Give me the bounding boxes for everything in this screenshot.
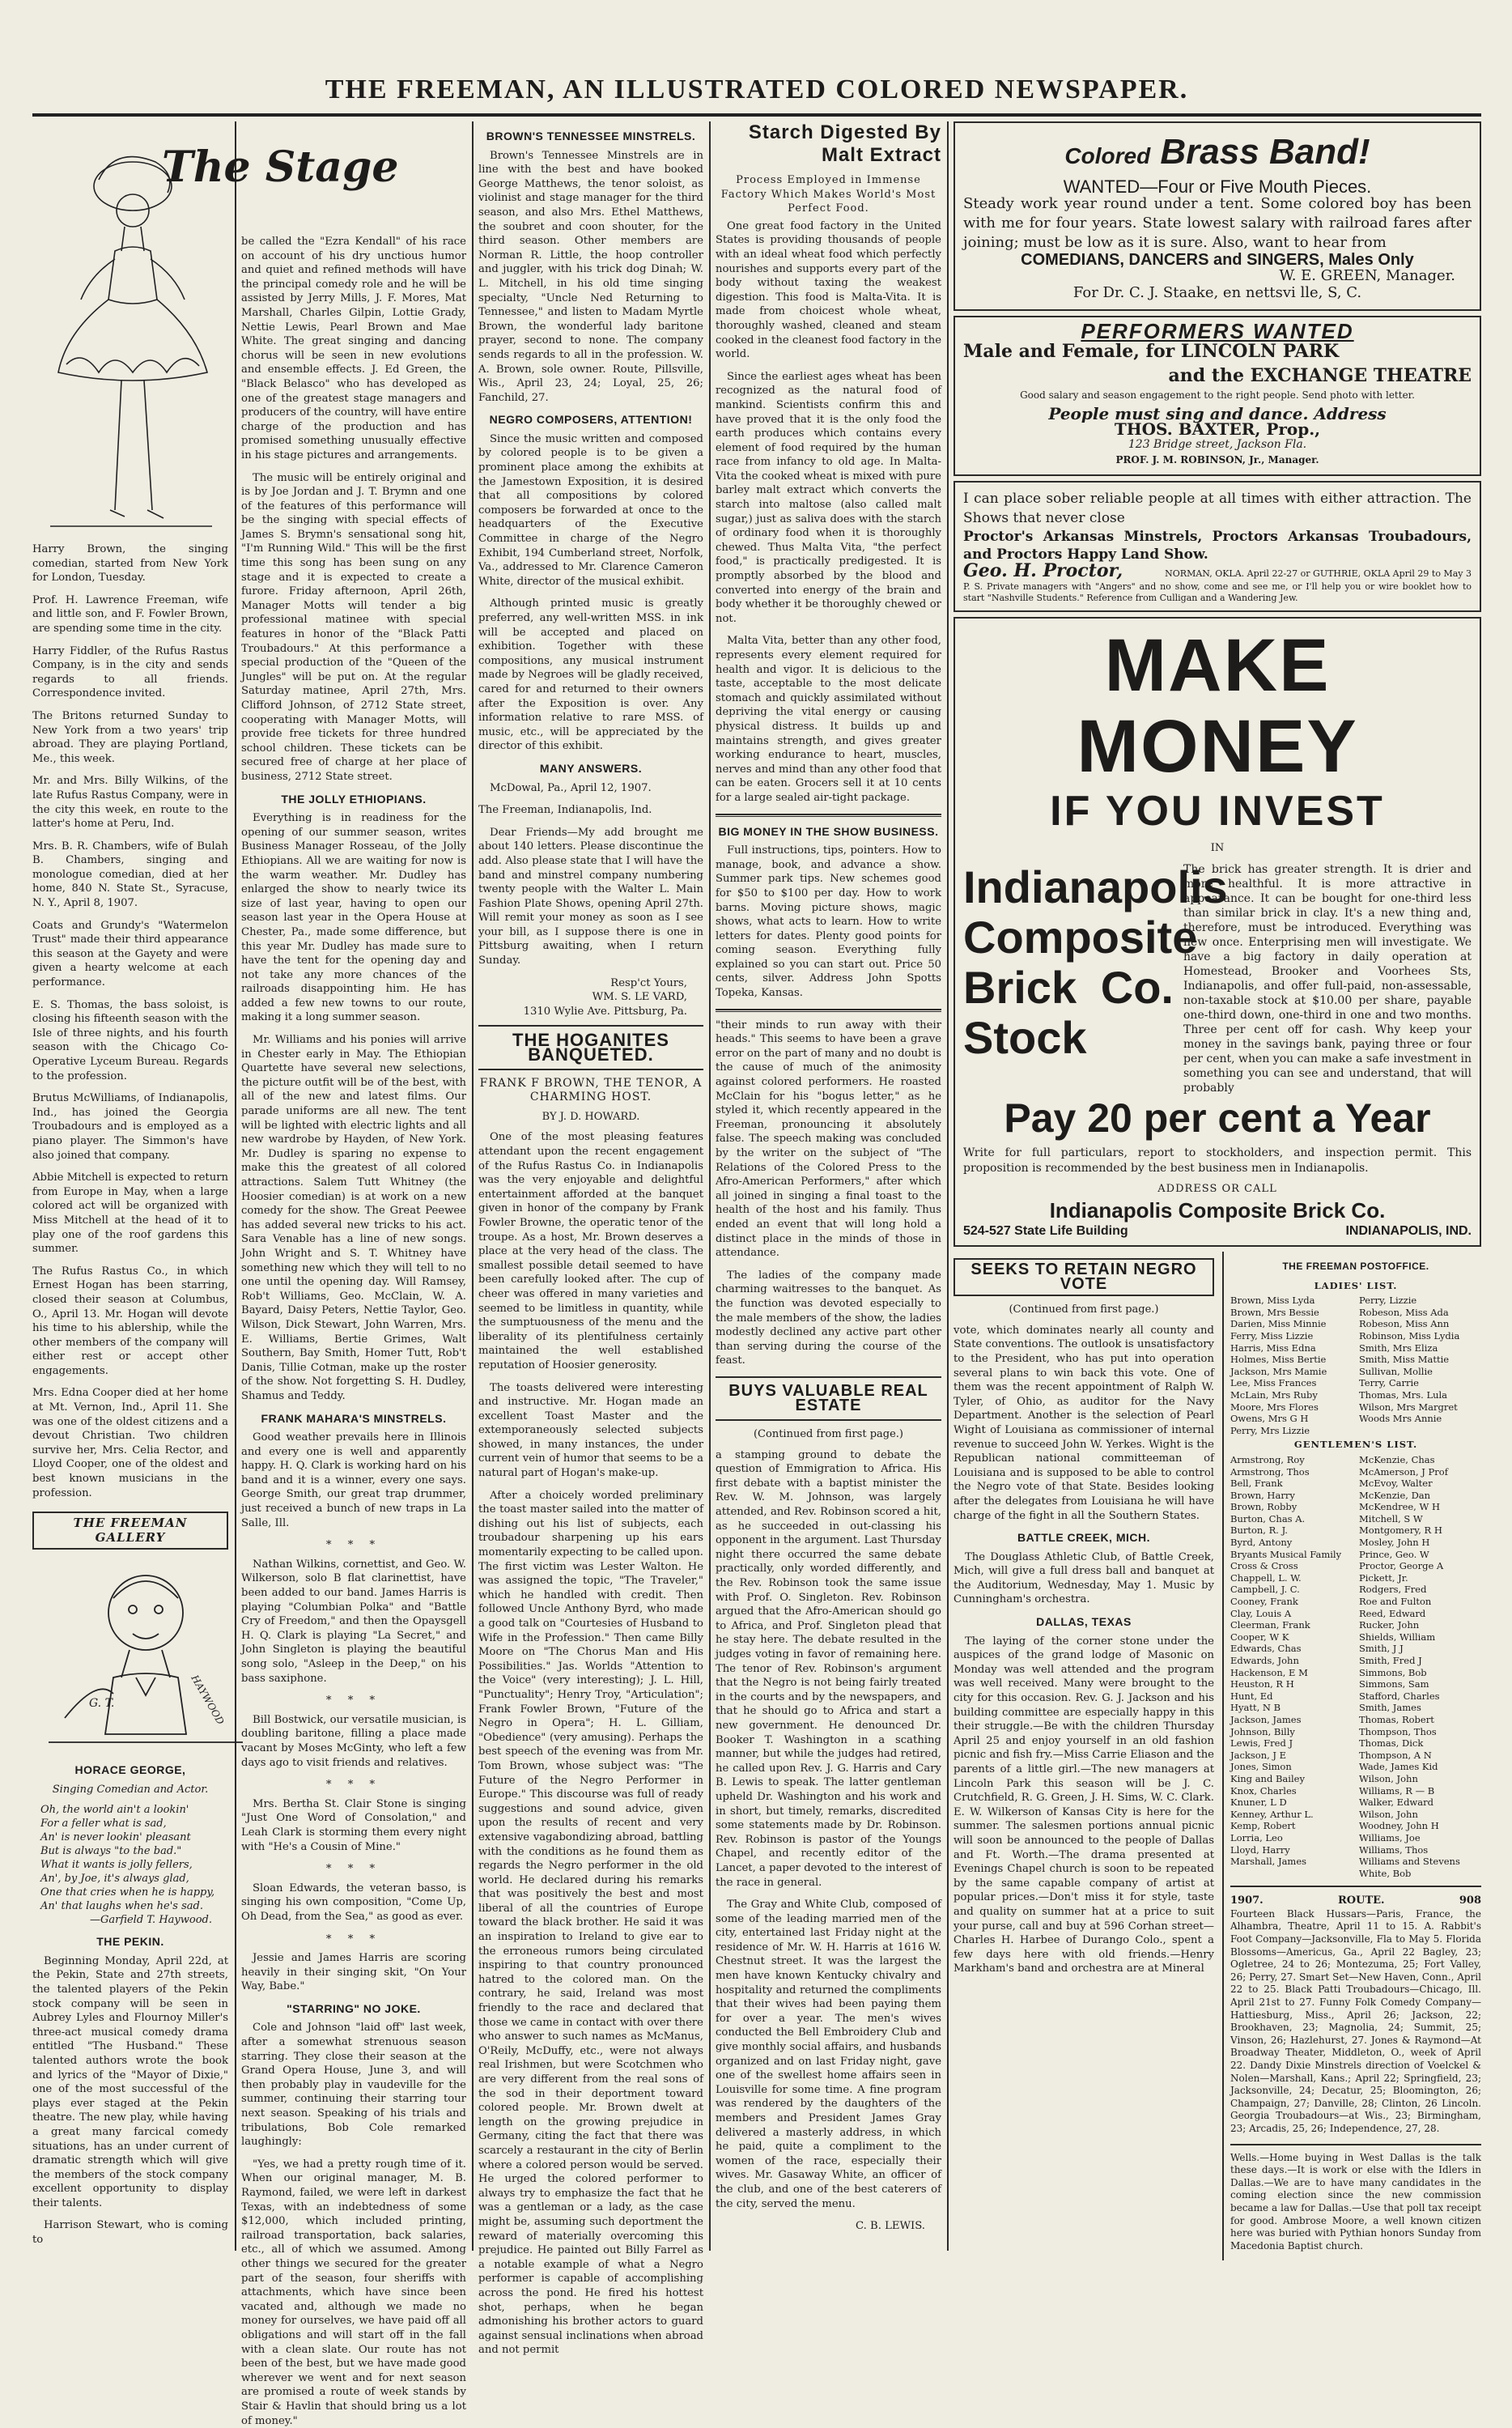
postoffice-name: Simmons, Sam: [1359, 1678, 1429, 1690]
postoffice-name: Cooney, Frank: [1230, 1596, 1298, 1608]
jolly-ethiopians-heading: THE JOLLY ETHIOPIANS.: [281, 792, 427, 806]
brick-stock-name: Indianapolis Composite Brick Co. Stock: [963, 861, 1228, 1063]
negro-composers-article: Since the music written and composed by colored people is to be given a prominent place among the exhibits at the Jamestown Exposition, it is desired that all compositions by colored composers be forwarded at once to the headquarters of the Executive Committee in charge of the Negro Exhibit, 194 Cumberland street, Norfolk, Va., addressed to Mr. Clarence Cameron White, director of the musical exhibit.: [478, 432, 703, 588]
hoganites-subheading: FRANK F BROWN, THE TENOR, A CHARMING HOST.: [479, 1076, 703, 1104]
stage-item: Mrs. B. R. Chambers, wife of Bulah B. Chambers, singing and monologue comedian, died at her home, 840 N. State St., Syracuse, N. Y., April 8, 1907.: [32, 840, 228, 910]
many-answers-heading: MANY ANSWERS.: [539, 761, 643, 775]
poem-line: An' is never lookin' pleasant: [40, 1831, 191, 1844]
postoffice-name: Smith, J J: [1359, 1643, 1404, 1655]
postoffice-name: Knox, Charles: [1230, 1784, 1297, 1797]
postoffice-name: Campbell, J. C.: [1230, 1584, 1300, 1596]
postoffice-name: Cross & Cross: [1230, 1560, 1298, 1572]
column-rule: [235, 121, 236, 2251]
stage-item: Coats and Grundy's "Watermelon Trust" made their third appearance this season at the Gayety and were given a hearty welcome at each performance.: [32, 919, 228, 989]
brass-band-title: [963, 130, 1472, 179]
battle-creek-article: The Douglass Athletic Club, of Battle Creek, Mich, will give a full dress ball and banquet at the Auditorium, Wednesday, May 1. Music by Cunningham's orchestra.: [953, 1550, 1214, 1606]
postoffice-name: Wilson, John: [1359, 1772, 1418, 1784]
postoffice-name: Robeson, Miss Ann: [1359, 1318, 1450, 1330]
postoffice-name: Stafford, Charles: [1359, 1690, 1440, 1702]
postoffice-name: White, Bob: [1359, 1867, 1412, 1879]
postoffice-name: Rucker, John: [1359, 1619, 1420, 1631]
hoganites-byline: BY J. D. HOWARD.: [542, 1110, 640, 1123]
postoffice-name: Brown, Miss Lyda: [1230, 1295, 1315, 1307]
divider: [1230, 2144, 1481, 2145]
postoffice-name: Thomas, Robert: [1359, 1713, 1434, 1725]
dallas-article: The laying of the corner stone under the auspices of the grand lodge of Masonic on Monday was well attended and the program was well received. Many were brought to the city for this occasion. Rev. G. J. Jackson and his building committee are especially happy in this their struggle.—Be with the children Thursday April 25 and enjoy yourself in an old fashion picnic and fish fry.—Miss Carrie Eliason and the parents of a little girl.—The new managers at Lincoln Park this season will be J. C. Crutchfield, R. G. Green, J. H. Sims, W. C. Clark. E. W. Wilkerson of Kansas City is here for the summer. The salesmen portions annual picnic will soon be announced to the people of Dallas and Ft. Worth.—The drama presented at Evenings Chapel church is soon to be repeated by the same capable company of artist at popular prices.—Don't miss it for style, taste and quality on summer hat at a price to suit your purse, call and buy at 596 Corhan street—Charles H. Harbee of Durango Colo., spent a few days here with old friends.—Henry Markham's band and orchestra are at Mineral: [953, 1635, 1214, 1975]
portrait-name: HORACE GEORGE,: [74, 1763, 186, 1776]
column-3: [478, 121, 703, 2357]
postoffice-name: Bell, Frank: [1230, 1478, 1283, 1490]
divider: [716, 1376, 941, 1378]
starch-article: One great food factory in the United States is providing thousands of people with an ideal wheat food which perfectly nourishes and supports every part of the body without taxing the weakest digestion. This food is Malta-Vita. It is made from choicest whole wheat, thoroughly washed, cleaned and steam cooked in the cleanest food factory in the world.: [716, 219, 941, 361]
postoffice-name: Simmons, Bob: [1359, 1666, 1427, 1678]
postoffice-name: Ferry, Miss Lizzie: [1230, 1329, 1314, 1342]
gents-list-left: [1230, 1454, 1353, 1879]
news-subcolumn-left: [953, 1252, 1214, 2260]
mahara-article: Good weather prevails here in Illinois and every one is well and apparently happy. H. Q. Clark is working hard on his band and it is a winner, every one says. George Smith, our great trap drummer, just received a bunch of new traps in La Salle, Ill.: [241, 1431, 466, 1529]
hoganites-heading: THE HOGANITES BANQUETED.: [512, 1030, 669, 1065]
postoffice-name: Johnson, Billy: [1230, 1725, 1295, 1737]
column-2: [241, 235, 466, 2427]
stage-item: The Britons returned Sunday to New York from a two years' trip abroad. They are playing Portland, Me., this week.: [32, 709, 228, 765]
mahara-article: Nathan Wilkins, cornettist, and Geo. W. Wilkerson, solo B flat clarinettist, have been added to our band. James Harris is playing "Columbian Polka" and "Battle Cry of Freedom," and then the Opaysgell H. Q. Clark is playing "La Secret," and John Singleton is playing the beautiful song solo, "Asleep in the Deep," on his bass saxiphone.: [241, 1558, 466, 1685]
negro-vote-heading: SEEKS TO RETAIN NEGRO VOTE: [953, 1258, 1214, 1296]
performers-wanted-title: PERFORMERS WANTED: [1081, 319, 1354, 343]
gents-list-heading: GENTLEMEN'S LIST.: [1293, 1439, 1418, 1451]
brass-band-signature: W. E. GREEN, Manager.: [1279, 267, 1455, 284]
separator-stars: * * *: [325, 1779, 382, 1792]
brick-stock-text: The brick has greater strength. It is drier and more healthful. It is more attractive in appearance. It can be bought for one-third less than similar brick in clay. It's a new thing and, therefore, must be introduced. Everything was new once. Enterprising men will investigate. We have a big factory in daily operation at Homestead, Brooker and Voorhees Sts, Indianapolis, and offer full-paid, non-assessable, non-taxable stock at $10.00 per share, payable one-third down, one-third in one and two months. Three per cent off for cash. Why keep your money in the savings bank, paying three or four per cent, when you can make a safe investment in something you can see and understand, that will probably: [1183, 863, 1472, 1095]
postoffice-name: Smith, James: [1359, 1702, 1421, 1714]
make-money-in: IN: [1210, 842, 1225, 854]
brass-band-for: For Dr. C. J. Staake, en nettsvi lle, S, C.: [1072, 284, 1362, 301]
real-estate-signature: C. B. LEWIS.: [856, 2220, 925, 2233]
poem-line: One that cries when he is happy,: [40, 1886, 215, 1899]
jolly-ethiopians-article: Mr. Williams and his ponies will arrive in Chester early in May. The Ethiopian Quartette have several new selections, the picture outfit will be of the best, with all of the new and latest films. Our parade uniforms are all new. The tent will be lighted with electric lights and all new wardrobe by Hayden, of New York. Mr. Dudley is sparing no expense to make this the greatest of all colored attractions. Salem Tutt Whitney (the Hoosier comedian) is at work on a new comedy for the show. The Great Peewee has added several new tricks to his act. Sara Venable has a line of new songs. John Wright and S. T. Whitney have something new which they will tell to no one until the opening day. Will Ramsey, Rob't Williams, Geo. McClain, W. A. Bayard, Daisy Peters, Nettie Taylor, Geo. Wilson, Dick Stewart, John Warren, Mrs. E. Williams, Bertie Grimes, Walt Southern, Bay Smith, Homer Tutt, Rob't Danis, Tillie Cotman, make up the roster of the show. Not forgetting S. H. Dudley, Shamus and Teddy.: [241, 1034, 466, 1402]
pekin-heading: THE PEKIN.: [96, 1935, 164, 1949]
postoffice-name: Jones, Simon: [1230, 1761, 1292, 1773]
hoganites-article: After a choicely worded preliminary the toast master sailed into the matter of dishing out his list of subjects, each troubadour sharpening up his ears momentarily expecting to be called upon. The first victim was Lester Walton. He was assigned the topic, "The Traveler," which he handled with credit. Then followed Uncle Anthony Byrd, who made a good talk on "Courtesies of Husband to Wife in the Profession." Then came Billy Moore on "The Chorus Man and His Possibilities." Jas. Worlds "Attention to the Voice" (very interesting); J. L. Hill, "Punctuality"; Henry Troy, "Articulation"; Frank Fowler Brown, "Future of the Negro in Opera"; H. L. Gilliam, "Obedience" (very amusing). Perhaps the best speech of the evening was from Mr. Tom Brown, whose subject was: "The Future of the Negro Performer in Europe." This discourse was full of ready suggestions and sound advice, given upon the results of recent and very extensive vagabondizing abroad, battling with the conditions as he found them as regards the Negro performer in the old world. He declared during his remarks that was positively the best and most liberal of all the countries of Europe toward the black brother. He said it was an inspiration to Ireland to give ear to the erroneous rumors being circulated inspiring to that country pronounced hatred to the colored man. On the contrary, he said, Ireland was most friendly to the race and declared that those we came in contact with over there who answer to such names as McManus, O'Reily, McDuffy, etc., were not always real Irishmen, but were Scotchmen who are very different from the real sons of the sod in their deportment toward colored people. Mr. Brown dwelt at length on the growing prejudice in Germany, citing the fact that there was scarcely a restaurant in the city of Berlin where a colored person would be served. He urged the colored performer to always try to emphasize the fact that he was a gentleman or a lady, as the case might be, assuming such deportment the reward of materially overcoming this prejudice. He painted out Billy Farrel as a notable example of what a Negro performer is capable of accomplishing across the pond. He fired his hottest shot, perhaps, when he began admonishing his brother actors to guard against sensual inclinations when abroad and not permit: [478, 1489, 703, 2357]
browns-article: Brown's Tennessee Minstrels are in line with the best and have booked George Matthews, the tenor soloist, as violinist and stage manager for the third season, and also Mrs. Ethel Matthews, the soubret and coon shouter, for the third season. Other members are Norman R. Little, the hoop controller and juggler, with his trick dog Dinah; W. L. Mitchell, in his old time singing specialty, "Uncle Ned Returning to Tennessee," and listen to Madam Myrtle Brown, the wonderful lady baritone prayer, second to none. The company sends regards to all in the profession. W. A. Brown, sole owner. Route, Pillsville, Wis., April 23, 24; Loyal, 25, 26; Fanchild, 27.: [478, 149, 703, 404]
column-rule: [709, 121, 711, 2251]
real-estate-article: a stamping ground to debate the question of Emmigration to Africa. His first debate with a baptist minister the Rev. W. M. Johnson, was largely attended, and Rev. Robinson scored a hit, as he succeeded in out-classing his opponent in the argument. Last Thursday night there occurred the same debate practically, only worded differently, and the Rev. Robinson took the same issue with Prof. O. Singleton. Rev. Robinson argued that the Afro-American should go to Africa, and Prof. Singleton plead that he stay here. The debate resulted in the judges voting in favor of remaining here. The tenor of Rev. Robinson's argument that the Negro is not being fairly treated in the courts and by the newspapers, and that he should go to Africa and start a new government. He denounced Dr. Booker T. Washington in a scathing manner, but while the judges had retired, he called upon Rev. J. G. Harris and Cary B. Lewis to speak. The latter gentleman upheld Dr. Washington and his work and in short, but timely, remarks, discredited some statements made by Dr. Robinson. Rev. Robinson is pastor of the Youngs Chapel, and recently editor of the Lancet, a paper devoted to the interest of the race in general.: [716, 1448, 941, 1889]
postoffice-name: Brown, Robby: [1230, 1501, 1298, 1513]
postoffice-name: Thompson, Thos: [1359, 1725, 1437, 1737]
postoffice-name: Knuner, L D: [1230, 1797, 1287, 1809]
masthead: THE FREEMAN, AN ILLUSTRATED COLORED NEWSPAPER.: [325, 74, 1189, 104]
postoffice-name: Kenney, Arthur L.: [1230, 1808, 1314, 1820]
route-number: 908: [1459, 1894, 1481, 1907]
postoffice-name: Harris, Miss Edna: [1230, 1342, 1316, 1354]
starring-article: "Yes, we had a pretty rough time of it. When our original manager, M. B. Raymond, failed, we were left in darkest Texas, with an indebtedness of some $12,000, which included printing, railroad transportation, back salaries, etc., all of which we assumed. Among other things we secured for the greater part of the season, four sheriffs with attachments, which have since been vacated and, although we made no money for ourselves, we have paid off all obligations and will start off in the fall with a clean slate. Our route has not been of the best, but we have made good wherever we went and for next season are promised a route of week stands by Stair & Havlin that should bring us a lot of money.": [241, 2158, 466, 2427]
postoffice-name: Proctor, George A: [1359, 1560, 1444, 1572]
postoffice-name: Thomas, Dick: [1359, 1737, 1424, 1750]
poem-line: For a feller what is sad,: [40, 1818, 167, 1831]
letter-close: Resp'ct Yours,: [610, 976, 687, 989]
brass-band-text: Steady work year round under a tent. Some colored boy has been with me for four years. State lowest salary with railroad fares after joining; must be low as it is sure. Also, want to hear from: [963, 195, 1472, 251]
mahara-minstrels-heading: FRANK MAHARA'S MINSTRELS.: [261, 1411, 447, 1425]
postoffice-name: Jackson, Mrs Mamie: [1230, 1365, 1327, 1377]
postoffice-name: Edwards, John: [1230, 1655, 1299, 1666]
postoffice-name: Owens, Mrs G H: [1230, 1413, 1309, 1425]
make-money-invest: IF YOU INVEST: [1050, 788, 1385, 835]
route-list: Fourteen Black Hussars—Paris, France, the Alhambra, Theatre, April 11 to 15. A. Rabbit's Foot Company—Jacksonville, Fla to May 5. Florida Blossoms—Americus, Ga., April 22 Bagley, 23; Ogletree, 24 to 26; Montezuma, 25; Fort Valley, 26; Perry, 27. Smart Set—New Haven, Conn., April 22 to 25. Black Patti Troubadours—Chicago, Ill. April 21st to 27. Funny Folk Comedy Company—Hattiesburg, Miss., April 26; Jackson, 22; Brookhaven, 23; Magnolia, 24; Summit, 25; Vinson, 26; Hazlehurst, 27. Jones & Raymond—At Broadway Theater, Middleton, O., week of April 22. Dandy Dixie Minstrels direction of Voelckel & Nolen—Marshall, Kans.; April 22; Springfield, 23; Jacksonville, 24; Decatur, 25; Bloomington, 26; Champaign, 27; Danville, 28; Clinton, 26 Lincoln. Georgia Troubadours—at Wis., 23; Birmingham, 23; Arcadis, 25, 26; Independence, 27, 28.: [1230, 1907, 1481, 2134]
stage-item: Harry Fiddler, of the Rufus Rastus Company, is in the city and sends regards to all friends. Correspondence invited.: [32, 644, 228, 700]
proctor-name: Geo. H. Proctor,: [963, 560, 1123, 581]
postoffice-name: Kemp, Robert: [1230, 1820, 1296, 1832]
postoffice-name: Moore, Mrs Flores: [1230, 1401, 1319, 1413]
divider: [716, 1419, 941, 1421]
gents-list-right: [1359, 1454, 1481, 1879]
proctor-shows: Proctor's Arkansas Minstrels, Proctors Arkansas Troubadours, and Proctors Happy Land Show.: [963, 529, 1472, 563]
postoffice-heading: THE FREEMAN POSTOFFICE.: [1282, 1261, 1429, 1272]
postoffice-name: Bryants Musical Family: [1230, 1548, 1342, 1560]
big-money-ad: Full instructions, tips, pointers. How to manage, book, and advance a show. Summer park tips. New schemes good for $50 to $100 per day. How to work barns. Moving picture shows, magic shows, what acts to learn. How to write letters for dates. Plenty good points for coming season. Everything fully explained so you can start out. Price 50 cents, silver. Address John Spotts Topeka, Kansas.: [716, 844, 941, 1000]
postoffice-name: Brown, Mrs Bessie: [1230, 1306, 1319, 1318]
postoffice-name: Mitchell, S W: [1359, 1512, 1423, 1524]
postoffice-name: Terry, Carrie: [1359, 1377, 1419, 1389]
letter-body: Dear Friends—My add brought me about 140 letters. Please discontinue the add. Also please state that I will have the band and minstrel company numbering twenty people with the Walter L. Main Fashion Plate Shows, opening April 27th. Will remit your money as soon as I see your bill, as I suppose there is one in Pittsburg awaiting, when I return Sunday.: [478, 826, 703, 967]
stage-item: Prof. H. Lawrence Freeman, wife and little son, and F. Fowler Brown, are spending some time in the city.: [32, 593, 228, 635]
performers-address: 123 Bridge street, Jackson Fla.: [1128, 438, 1307, 451]
postoffice-name: Thomas, Mrs. Lula: [1359, 1388, 1448, 1401]
poem-signature: —Garfield T. Haywood.: [89, 1914, 212, 1927]
postoffice-name: Burton, Chas A.: [1230, 1512, 1306, 1524]
ladies-list: [1230, 1295, 1481, 1436]
postoffice-name: Clay, Louis A: [1230, 1607, 1292, 1619]
postoffice-name: Robinson, Miss Lydia: [1359, 1329, 1460, 1342]
make-money-ad: [953, 617, 1481, 1247]
column-1: [32, 542, 228, 2251]
postoffice-name: Wade, James Kid: [1359, 1761, 1438, 1773]
postoffice-name: Armstrong, Roy: [1230, 1453, 1305, 1465]
pekin-article-tail: Harrison Stewart, who is coming to: [32, 2219, 228, 2247]
portrait-caricature: [32, 1556, 259, 1750]
proctor-text: I can place sober reliable people at all times with either attraction. The Shows that never close: [963, 491, 1472, 526]
postoffice-name: Lorria, Leo: [1230, 1831, 1283, 1843]
hoganites-article: One of the most pleasing features attendant upon the recent engagement of the Rufus Rastus Co. in Indianapolis was the very enjoyable and delightful entertainment afforded at the banquet given in honor of the company by Frank Fowler Browne, the operatic tenor of the troupe. As a host, Mr. Brown deserves a place at the very head of the class. The smallest possible detail seemed to have been carefully looked after. The cup of cheer was offered in many varieties and seemed to be limitless in quantity, while the sumptuousness of the menu and the liberality of its plentifulness certainly maintained the well established reputation of Hoosier generosity.: [478, 1131, 703, 1371]
postoffice-name: Williams and Stevens: [1359, 1856, 1460, 1868]
performers-must: People must sing and dance. Address: [1048, 404, 1387, 423]
postoffice-name: Sullivan, Mollie: [1359, 1365, 1433, 1377]
postoffice-name: Williams, Joe: [1359, 1831, 1421, 1843]
postoffice-name: Darien, Miss Minnie: [1230, 1318, 1327, 1330]
divider: [1230, 1886, 1481, 1887]
stage-title: The Stage: [162, 142, 399, 192]
postoffice-name: Mosley, John H: [1359, 1537, 1430, 1549]
proctor-postscript: P. S. Private managers with "Angers" and no show, come and see me, or I'll help you or wire booklet how to start "Nashville Students." Reference from Culligan and a Wandering Jew.: [963, 581, 1472, 603]
postoffice-name: Chappell, L. W.: [1230, 1571, 1302, 1584]
poem-line: An', by Joe, it's always glad,: [40, 1873, 189, 1886]
letter-recipient: The Freeman, Indianapolis, Ind.: [478, 804, 652, 817]
postoffice-name: Cleerman, Frank: [1230, 1619, 1310, 1631]
poem: [40, 1803, 228, 1927]
stage-item: Abbie Mitchell is expected to return from Europe in May, when a large colored act will be organized with Miss Mitchell at the head of it to play one of the roof gardens this summer.: [32, 1171, 228, 1256]
big-money-heading: BIG MONEY IN THE SHOW BUSINESS.: [718, 824, 939, 838]
divider: [716, 1009, 941, 1012]
postoffice-name: Lloyd, Harry: [1230, 1843, 1290, 1856]
separator-stars: * * *: [325, 1863, 382, 1876]
postoffice-name: McKendree, W H: [1359, 1501, 1440, 1513]
brick-pay-20: Pay 20 per cent a Year: [1004, 1095, 1431, 1141]
postoffice-name: Brown, Harry: [1230, 1489, 1295, 1501]
starch-article: Since the earliest ages wheat has been recognized as the natural food of mankind. Scientists confirm this and have proved that it is the only food the earth produces which contains every element of food required by the human race from infancy to old age. In Malta-Vita the cooked wheat is mixed with pure barley malt extract which converts the starch into maltose (also called malt sugar,) just as saliva does with the starch of ordinary food when it is thoroughly chewed. Thus Malta Vita, "the perfect food," is practically predigested. It is promptly absorbed by the blood and converted into energy of the brain and body whether it be thoroughly chewed or not.: [716, 370, 941, 625]
postoffice-name: Robeson, Miss Ada: [1359, 1306, 1449, 1318]
make-money-title: MAKE MONEY: [1077, 624, 1358, 788]
postoffice-name: Rodgers, Fred: [1359, 1584, 1427, 1596]
brick-address-right: INDIANAPOLIS, IND.: [1345, 1224, 1472, 1238]
stage-item: Brutus McWilliams, of Indianapolis, Ind., has joined the Georgia Troubadours and is employed as a piano player. The Simmon's have also joined that company.: [32, 1092, 228, 1162]
brass-band-title-main: Brass Band!: [1160, 132, 1370, 172]
mahara-article: Bill Bostwick, our versatile musician, is doubling baritone, filling a place made vacant by Moses McGinty, who left a few days ago to visit friends and relatives.: [241, 1713, 466, 1769]
brass-band-wanted: WANTED—Four or Five Mouth Pieces.: [1063, 176, 1372, 197]
brick-write: Write for full particulars, report to stockholders, and inspection permit. This proposition is recommended by the best business men in Indianapolis.: [963, 1146, 1472, 1175]
stage-item: The Rufus Rastus Co., in which Ernest Hogan has been starring, closed their season at Columbus, O., April 13. Mr. Hogan will devote his time to his ablership, while the other members of the company will either rest or accept other engagements.: [32, 1265, 228, 1377]
brick-address-or-call: ADDRESS OR CALL: [1157, 1183, 1277, 1195]
jolly-ethiopians-article: Everything is in readiness for the opening of our summer season, writes Business Manager Rosseau, of the Jolly Ethiopians. All we are waiting for now is the warm weather. Mr. Dudley has enlarged the show to nearly twice its size of last year, having to open our season last year in the Opera House at Chester, Pa., made some difference, but this year Mr. Dudley has made sure to have the tent for the opening day and not take any more chances of the railroads disappointing him. He has added a few new towns to our route, making it a long summer season.: [241, 812, 466, 1024]
ladies-list-right: [1359, 1295, 1481, 1436]
postoffice-name: Walker, Edward: [1359, 1797, 1433, 1809]
starch-heading: Starch Digested By Malt Extract: [748, 121, 941, 166]
separator-stars: * * *: [325, 1933, 382, 1945]
divider: [478, 1025, 703, 1027]
mahara-article: Sloan Edwards, the veteran basso, is singing his own composition, "Come Up, Oh Dead, from the Sea," as good as ever.: [241, 1882, 466, 1923]
postoffice-name: Perry, Mrs Lizzie: [1230, 1424, 1310, 1436]
brass-band-title-prefix: Colored: [1064, 143, 1151, 168]
brick-company: Indianapolis Composite Brick Co.: [1049, 1198, 1386, 1223]
postoffice-name: Hunt, Ed: [1230, 1690, 1273, 1702]
postoffice-name: Thompson, A N: [1359, 1749, 1432, 1761]
postoffice-name: Smith, Fred J: [1359, 1655, 1422, 1666]
brass-band-strong: COMEDIANS, DANCERS and SINGERS, Males Only: [1021, 251, 1414, 269]
poem-line: But is always "to the bad.": [40, 1845, 182, 1858]
postoffice-name: Woods Mrs Annie: [1359, 1413, 1442, 1425]
pekin-article: Beginning Monday, April 22d, at the Pekin, State and 27th streets, the talented players of the Pekin stock company will be seen in Aubrey Lyles and Flournoy Miller's three-act musical comedy drama entitled "The Husband." These talented authors wrote the book and lyrics of the "Mayor of Dixie," one of the most successful of the plays ever staged at the Pekin theatre. The new play, while having a great many farcical comedy situations, has an under current of dramatic strength which will give the members of the stock company excellent opportunity to display their talents.: [32, 1954, 228, 2209]
stage-item: Mrs. Edna Cooper died at her home at Mt. Vernon, Ind., April 11. She was one of the oldest citizens and a devout Christian. Two children survive her, Mrs. Celia Rector, and Lloyd Cooper, one of the oldest and best known musicians in the profession.: [32, 1387, 228, 1499]
real-estate-article: The Gray and White Club, composed of some of the leading married men of the city, entertained last Friday night at the residence of Mr. W. H. Harris at 1616 W. Chestnut street. It was the largest the men have known Kentucky chivalry and hospitality and returned the compliments that their wives had been paying them for over a year. The men's wives conducted the Bell Embroidery Club and give monthly social affairs, and husbands organized and on last Friday night, gave one of the swellest home affairs seen in Louisville for some time. A fine program was rendered by the daughters of the members and President James Gray delivered a masterly address, in which he paid, quite a compliment to the women of the race, especially their wives. Mr. Gasaway White, an officer of the club, and one of the best caterers of the city, served the menu.: [716, 1899, 941, 2210]
postoffice-name: Edwards, Chas: [1230, 1643, 1302, 1655]
separator-stars: * * *: [325, 1694, 382, 1707]
postoffice-name: Holmes, Miss Bertie: [1230, 1354, 1327, 1366]
postoffice-name: McLain, Mrs Ruby: [1230, 1388, 1318, 1401]
postoffice-name: Burton, R. J.: [1230, 1524, 1288, 1537]
starring-heading: "STARRING" NO JOKE.: [287, 2001, 421, 2015]
postoffice-name: Roe and Fulton: [1359, 1596, 1432, 1608]
postoffice-name: King and Bailey: [1230, 1772, 1305, 1784]
brass-band-ad: [953, 121, 1481, 311]
performers-line: Male and Female, for LINCOLN PARK: [963, 341, 1340, 362]
route-year: 1907.: [1230, 1894, 1264, 1907]
poem-line: Oh, the world ain't a lookin': [40, 1804, 189, 1817]
news-subcolumn-right: [1222, 1252, 1481, 2260]
column-5: [953, 121, 1481, 2251]
postoffice-name: Wilson, Mrs Margret: [1359, 1401, 1458, 1413]
postoffice-name: Smith, Mrs Eliza: [1359, 1342, 1438, 1354]
postoffice-name: McEvoy, Walter: [1359, 1478, 1433, 1490]
column-rule: [472, 121, 474, 2251]
postoffice-name: Armstrong, Thos: [1230, 1465, 1310, 1478]
mahara-article: Mrs. Bertha St. Clair Stone is singing "Just One Word of Consolation," and Leah Clark is storming them every night with "He's a Cousin of Mine.": [241, 1797, 466, 1853]
postoffice-name: Williams, R — B: [1359, 1784, 1435, 1797]
battle-creek-heading: BATTLE CREEK, MICH.: [1017, 1531, 1150, 1545]
postoffice-name: Jackson, James: [1230, 1713, 1302, 1725]
postoffice-name: Byrd, Antony: [1230, 1537, 1293, 1549]
stage-item: Harry Brown, the singing comedian, started from New York for London, Tuesday.: [32, 543, 228, 585]
performers-line: and the EXCHANGE THEATRE: [1168, 365, 1472, 386]
negro-composers-article: Although printed music is greatly preferred, any well-written MSS. in ink will be accepted and placed on exhibition. Together with these compositions, any musical instrument made by Negroes will be gladly received, cared for and returned to their owners after the Exposition is over. Any information relative to rare MSS. of music, etc., will be appreciated by the director of this exhibit.: [478, 597, 703, 753]
postoffice-name: Lee, Miss Frances: [1230, 1377, 1317, 1389]
postoffice-name: Reed, Edward: [1359, 1607, 1426, 1619]
article-continuation: be called the "Ezra Kendall" of his race on account of his dry unctious humor and quiet and refined methods will have the principal comedy role and he will be assisted by Jerry Mills, J. F. Mores, Mat Marshall, Charles Gilpin, Lottie Grady, Nettie Lewis, Pearl Brown and Mae White. The great singing and dancing chorus will be seen in new evolutions and ensemble effects. J. Ed Green, the "Black Belasco" who has developed as one of the greatest stage managers and producers of the country, will have entire charge of the production and has promised something unusually effective in his stage pictures and arrangements.: [241, 236, 466, 461]
letter-dateline: McDowal, Pa., April 12, 1907.: [490, 781, 652, 794]
portrait-description: Singing Comedian and Actor.: [52, 1783, 209, 1796]
masthead-rule: [32, 113, 1481, 117]
real-estate-continued: (Continued from first page.): [753, 1428, 903, 1441]
postoffice-name: McKenzie, Chas: [1359, 1453, 1435, 1465]
stage-item: E. S. Thomas, the bass soloist, is closing his fifteenth season with the Isle of three nights, and his fourth season with the Chicago Co-Operative Lyceum Bureau. Regards to the profession.: [32, 998, 228, 1082]
postoffice-name: Smith, Miss Mattie: [1359, 1354, 1450, 1366]
starch-article: Malta Vita, better than any other food, represents every element required for health and vigor. It is delicious to the taste, acceptable to the most delicate stomach and quickly assimilated without depriving the vital energy or causing physical distress. It builds up and maintains strength, and gives greater working endurance to heart, muscles, nerves and mind than any other food that can be eaten. Grocers sell it at 10 cents for a large sealed air-tight package.: [716, 635, 941, 804]
letter-address: 1310 Wylie Ave. Pittsburg, Pa.: [523, 1005, 687, 1018]
poem-line: An' that laughs when he's sad.: [40, 1900, 203, 1913]
postoffice-name: Perry, Lizzie: [1359, 1295, 1417, 1307]
gents-list: [1230, 1454, 1481, 1879]
negro-vote-continued: (Continued from first page.): [1009, 1303, 1159, 1316]
postoffice-name: Lewis, Fred J: [1230, 1737, 1293, 1750]
starring-article: Cole and Johnson "laid off" last week, after a somewhat strenuous season starring. They close their season at the Grand Opera House, June 3, and will then probably play in vaudeville for the summer, continuing their starring tour next season. Speaking of his trials and tribulations, Bob Cole remarked laughingly:: [241, 2022, 466, 2149]
hoganites-article: The toasts delivered were interesting and instructive. Mr. Hogan made an excellent Toast Master and the extemporaneously selected subjects showed, in many instances, the under current vein of humor that seems to be a natural part of Hogan's make-up.: [478, 1381, 703, 1480]
column-4: [716, 121, 941, 2251]
stage-item: Mr. and Mrs. Billy Wilkins, of the late Rufus Rastus Company, were in the city this week, en route to the latter's home at Peru, Ind.: [32, 775, 228, 831]
divider: [478, 1069, 703, 1070]
negro-composers-heading: NEGRO COMPOSERS, ATTENTION!: [489, 413, 693, 427]
postoffice-name: Shields, William: [1359, 1631, 1436, 1643]
column-rule: [947, 121, 949, 2251]
brick-address-left: 524-527 State Life Building: [963, 1224, 1128, 1238]
real-estate-heading: BUYS VALUABLE REAL ESTATE: [728, 1381, 928, 1414]
starch-subheading: Process Employed in Immense Factory Which Makes World's Most Perfect Food.: [720, 174, 937, 215]
hoganites-continuation: "their minds to run away with their heads." This seems to have been a grave error on the part of many and no doubt is the cause of much of the animosity against colored performers. He roasted McClain for his "bogus letter," as he styled it, which recently appeared in the Freeman, pronouncing it absolutely false. The speech making was concluded by the writer on the subject of "The Relations of the Colored Press to the Afro-American Performers," after which all joined in singing a final toast to the health of the host and his family. Thus ended an event that will long hold a distinct place in the minds of those in attendance.: [716, 1018, 941, 1260]
postoffice-name: Prince, Geo. W: [1359, 1548, 1429, 1560]
performers-manager: PROF. J. M. ROBINSON, Jr., Manager.: [1115, 454, 1319, 466]
hoganites-continuation: The ladies of the company made charming waitresses to the banquet. As the function was devoted especially to the male members of the show, the ladies modestly declined any active part other than serving during the course of the feast.: [716, 1269, 941, 1367]
caricature-initials: G. T.: [89, 1697, 115, 1711]
negro-vote-article: vote, which dominates nearly all county and State conventions. The outlook is unsatisfactory to the President, who has put into operation several plans to win back this vote. One of them was the recent appointment of Ralph W. Tyler, of Ohio, as auditor for the Navy Department. Another is the selection of Pearl Wight of Louisiana as commissioner of internal revenue to succeed John W. Yerkes. Wight is the Republican national committeeman of Louisiana and is supposed to be able to control the Negro vote of that State. Besides looking after the delegates from Louisiana he will have charge of the fight in all the Southern States.: [953, 1324, 1214, 1522]
dallas-continuation: Wells.—Home buying in West Dallas is the talk these days.—It is work or else with the Idlers in Dallas.—We are to have many candidates in the coming election since the new commission became a law for Dallas.—Use that poll tax receipt for good. Ambrose Moore, a well known citizen here was buried with Pythian honors Sunday from Macedonia Baptist church.: [1230, 2151, 1481, 2252]
postoffice-name: Montgomery, R H: [1359, 1524, 1442, 1537]
postoffice-name: Heuston, R H: [1230, 1678, 1294, 1690]
ladies-list-left: [1230, 1295, 1353, 1436]
postoffice-name: Hackenson, E M: [1230, 1666, 1308, 1678]
postoffice-name: Marshall, James: [1230, 1856, 1307, 1868]
postoffice-name: Williams, Thos: [1359, 1843, 1429, 1856]
postoffice-name: Cooper, W K: [1230, 1631, 1289, 1643]
divider: [716, 814, 941, 817]
freeman-gallery-label: THE FREEMAN GALLERY: [32, 1512, 228, 1550]
proctor-ad: [953, 481, 1481, 612]
dallas-heading: DALLAS, TEXAS: [1036, 1615, 1132, 1629]
postoffice-name: Pickett, Jr.: [1359, 1571, 1408, 1584]
separator-stars: * * *: [325, 1539, 382, 1552]
letter-signature: WM. S. LE VARD,: [592, 991, 687, 1004]
browns-minstrels-heading: BROWN'S TENNESSEE MINSTRELS.: [486, 130, 696, 142]
postoffice-name: McKenzie, Dan: [1359, 1489, 1431, 1501]
postoffice-name: Jackson, J E: [1230, 1749, 1287, 1761]
mahara-article: Jessie and James Harris are scoring heavily in their singing skit, "On Your Way, Babe.": [241, 1952, 466, 1993]
postoffice-name: McAmerson, J Prof: [1359, 1465, 1448, 1478]
postoffice-name: Wilson, John: [1359, 1808, 1418, 1820]
caricature-artist-signature: HAYWOOD: [189, 1673, 227, 1727]
ladies-list-heading: LADIES' LIST.: [1314, 1279, 1398, 1291]
performers-contact: THOS. BAXTER, Prop.,: [1114, 419, 1321, 439]
poem-line: What it wants is jolly fellers,: [40, 1859, 193, 1872]
proctor-route: NORMAN, OKLA. April 22-27 or GUTHRIE, OKLA April 29 to May 3: [1165, 568, 1472, 579]
article-paragraph: The music will be entirely original and is by Joe Jordan and J. T. Brymn and one of the features of this performance will be the singing with special effects of James S. Brymn's sensational song hit, "I'm Running Wild." This will be the first time this song has been sung on any stage and it is expected to create a furore. Friday afternoon, April 26th, Manager Motts will tender a big professional matinee with special features in honor of the "Black Patti Troubadours." At this performance a special production of the "Queen of the Jungles" will be put on. At the regular Saturday matinee, April 27th, Mrs. Clifford Johnson, of 2712 State street, cooperating with Manager Motts, will provide free tickets for three hundred school children. These tickets can be secured free of charge at her place of business, 2712 State street.: [241, 471, 466, 783]
performers-salary: Good salary and season engagement to the right people. Send photo with letter.: [1020, 389, 1415, 401]
route-heading: ROUTE.: [1338, 1894, 1385, 1907]
performers-wanted-ad: [953, 316, 1481, 476]
postoffice-name: Woodney, John H: [1359, 1820, 1439, 1832]
postoffice-name: Hyatt, N B: [1230, 1702, 1281, 1714]
